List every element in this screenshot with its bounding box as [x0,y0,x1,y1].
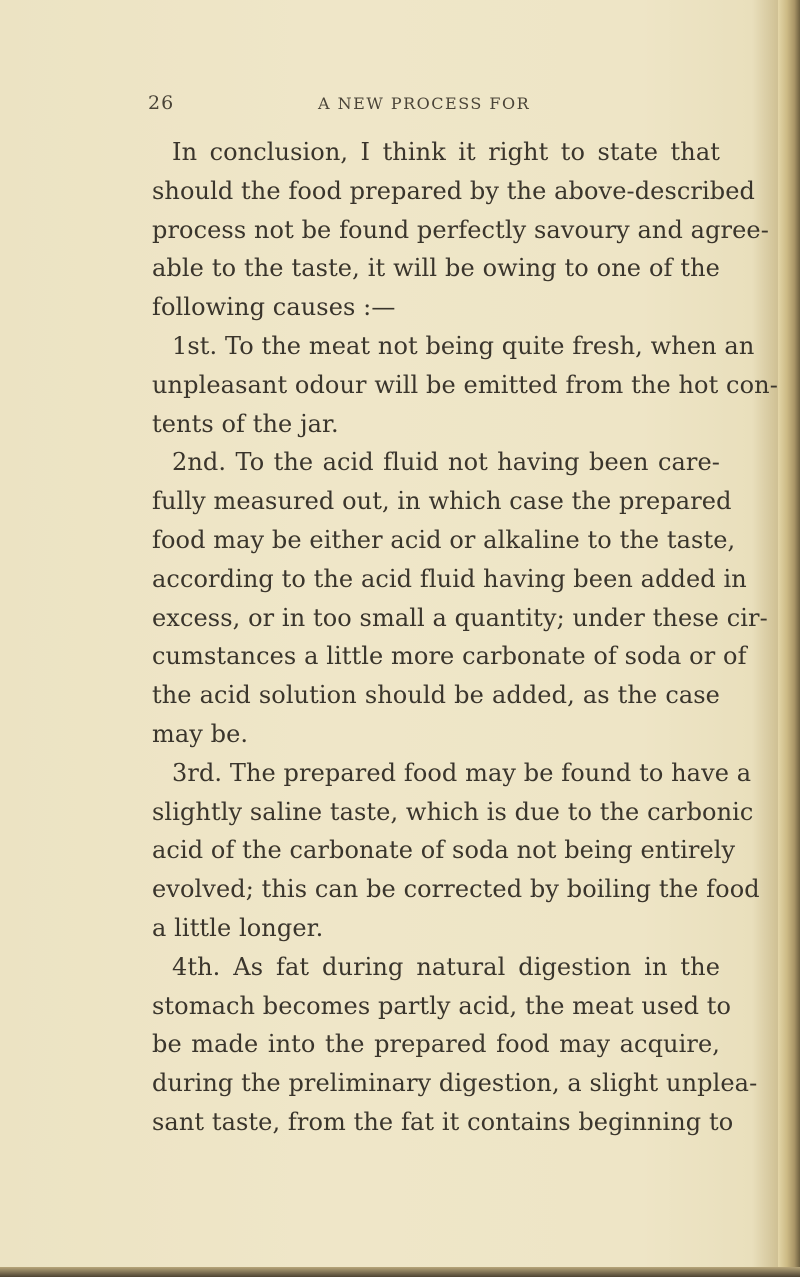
page-edge-shadow [778,0,800,1277]
text-line: fully measured out, in which case the prepared [152,487,732,516]
text-line: be made into the prepared food may acquire, [152,1030,720,1059]
text-line: 3rd. The prepared food may be found to have a [172,758,752,787]
text-line: should the food prepared by the above-described [152,176,756,205]
text-line: slightly saline taste, which is due to the carbonic [152,797,754,826]
page-header [0,92,800,122]
text-line: during the preliminary digestion, a slight unplea- [152,1069,758,1098]
text-line: In conclusion, I think it right to state that [172,138,720,166]
body-text [152,133,778,1142]
text-line: 4th. As fat during natural digestion in the [172,952,720,981]
page-number: 26 [148,92,175,114]
text-line: stomach becomes partly acid, the meat used to [152,991,732,1020]
text-line: unpleasant odour will be emitted from the hot con- [152,370,778,399]
text-line: sant taste, from the fat it contains beginning to [152,1107,734,1136]
text-line: excess, or in too small a quantity; under these cir- [152,603,768,632]
text-line: process not be found perfectly savoury and agree- [152,215,769,244]
text-line: cumstances a little more carbonate of soda or of [152,642,747,671]
text-line: tents of the jar. [152,409,339,438]
text-line: according to the acid fluid having been added in [152,564,747,593]
text-line: evolved; this can be corrected by boiling the food [152,875,760,904]
text-line: 2nd. To the acid fluid not having been care- [172,448,720,477]
running-head: A NEW PROCESS FOR [318,94,531,113]
text-line: following causes :— [152,293,396,322]
text-line: able to the taste, it will be owing to one of the [152,254,720,283]
text-line: the acid solution should be added, as the case [152,681,720,710]
text-line: food may be either acid or alkaline to the taste, [152,525,736,554]
text-line: may be. [152,719,249,748]
page-bottom-shadow [0,1267,800,1277]
text-line: acid of the carbonate of soda not being entirely [152,836,736,865]
text-line: a little longer. [152,913,324,942]
text-line: 1st. To the meat not being quite fresh, when an [172,331,755,360]
